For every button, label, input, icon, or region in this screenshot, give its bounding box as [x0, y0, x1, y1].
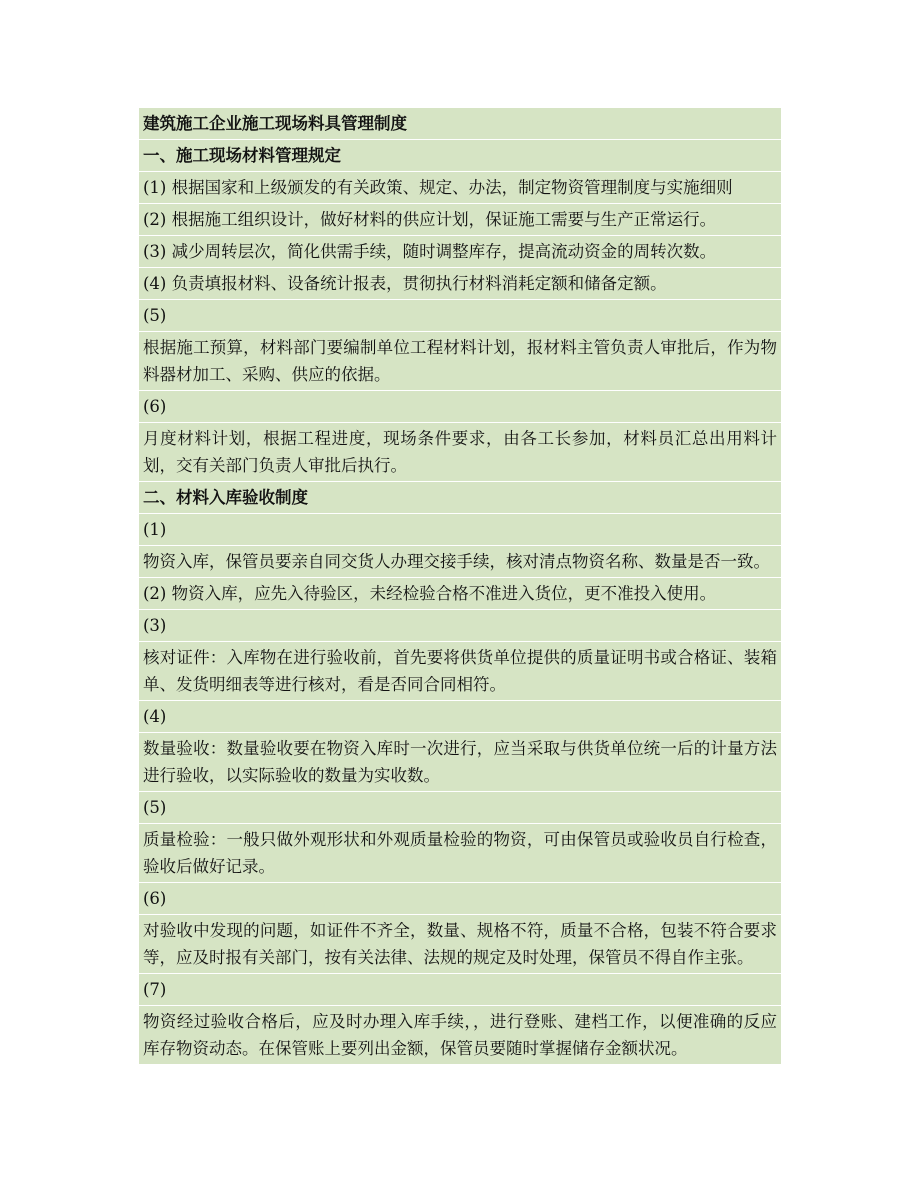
- document-table: [139, 108, 781, 1064]
- item-number: (5): [139, 792, 781, 824]
- item-number: (3): [139, 610, 781, 642]
- item-number: (1): [139, 514, 781, 546]
- paragraph: 核对证件：入库物在进行验收前，首先要将供货单位提供的质量证明书或合格证、装箱单、发货明细表等进行核对，看是否同合同相符。: [139, 642, 781, 701]
- item-number: (7): [139, 974, 781, 1006]
- paragraph: 数量验收：数量验收要在物资入库时一次进行，应当采取与供货单位统一后的计量方法进行验收，以实际验收的数量为实收数。: [139, 733, 781, 792]
- document-title: 建筑施工企业施工现场料具管理制度: [139, 108, 781, 140]
- item-number: (4): [139, 701, 781, 733]
- paragraph: (2) 根据施工组织设计，做好材料的供应计划，保证施工需要与生产正常运行。: [139, 204, 781, 236]
- paragraph: 根据施工预算，材料部门要编制单位工程材料计划，报材料主管负责人审批后，作为物料器材加工、采购、供应的依据。: [139, 332, 781, 391]
- section-heading: 二、材料入库验收制度: [139, 482, 781, 514]
- paragraph: 对验收中发现的问题，如证件不齐全，数量、规格不符，质量不合格，包装不符合要求等，应及时报有关部门，按有关法律、法规的规定及时处理，保管员不得自作主张。: [139, 915, 781, 974]
- paragraph: 质量检验：一般只做外观形状和外观质量检验的物资，可由保管员或验收员自行检查，验收后做好记录。: [139, 824, 781, 883]
- paragraph: 物资入库，保管员要亲自同交货人办理交接手续，核对清点物资名称、数量是否一致。: [139, 546, 781, 578]
- item-number: (6): [139, 883, 781, 915]
- document-rows: [139, 140, 781, 1064]
- item-number: (6): [139, 391, 781, 423]
- paragraph: 月度材料计划，根据工程进度，现场条件要求，由各工长参加，材料员汇总出用料计划，交有关部门负责人审批后执行。: [139, 423, 781, 482]
- paragraph: 物资经过验收合格后，应及时办理入库手续，，进行登账、建档工作，以便准确的反应库存物资动态。在保管账上要列出金额，保管员要随时掌握储存金额状况。: [143, 1012, 777, 1058]
- paragraph: (3) 减少周转层次，简化供需手续，随时调整库存，提高流动资金的周转次数。: [139, 236, 781, 268]
- paragraph: (4) 负责填报材料、设备统计报表，贯彻执行材料消耗定额和储备定额。: [139, 268, 781, 300]
- item-number: (5): [139, 300, 781, 332]
- section-heading: 一、施工现场材料管理规定: [139, 140, 781, 172]
- paragraph: (2) 物资入库，应先入待验区，未经检验合格不准进入货位，更不准投入使用。: [139, 578, 781, 610]
- paragraph: (1) 根据国家和上级颁发的有关政策、规定、办法，制定物资管理制度与实施细则: [139, 172, 781, 204]
